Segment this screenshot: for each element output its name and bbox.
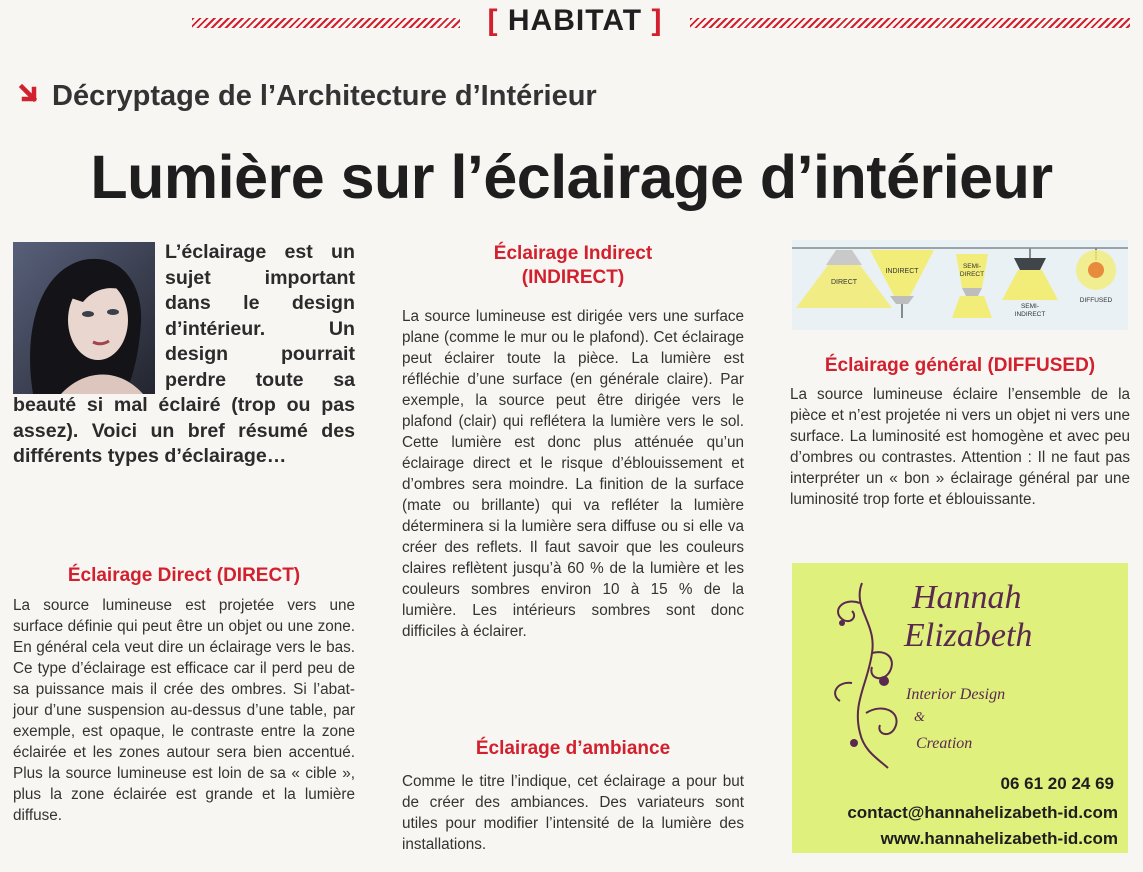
logo-text-creation: Creation: [916, 735, 973, 752]
text-indirect: La source lumineuse est dirigée vers une surface plane (comme le mur ou le plafond). Cet éclairage peut éclairer toute la pièce. La lumière est réfléchie d’une surface (en générale claire). Par exemple, la source peut être dirigée vers le plafond (clair) qui reflétera la lumière vers le sol. Cette lumière est donc plus atténuée qu’un éclairage direct et le risque d’éblouissement et d’ombres sera moindre. La finition de la surface (mate ou brillante) qui va refléter la lumière déterminera si la lumière sera diffuse ou si elle va créer des reflets. Il faut savoir que les couleurs claires reflètent jusqu’à 60 % de la lumière et les couleurs sombres environ 10 à 15 % de la lumière. Les intérieurs sombres sont donc difficiles à éclairer.: [402, 308, 744, 640]
svg-text:DIRECT: DIRECT: [959, 271, 985, 278]
brand-logo: [792, 563, 1128, 773]
section-rubric: [0, 4, 1143, 48]
article-kicker: Décryptage de l’Architecture d’Intérieur: [18, 80, 597, 113]
text-general: La source lumineuse éclaire l’ensemble de la pièce et n’est projetée ni vers un objet ni vers une surface. La luminosité est homogène et avec peu d’ombres ou contrastes. Attention : Il ne faut pas interpréter un « bon » éclairage général par une luminosité trop forte et éblouissante.: [790, 386, 1130, 508]
svg-text:INDIRECT: INDIRECT: [1014, 311, 1046, 318]
heading-general: Éclairage général (DIFFUSED): [824, 355, 1096, 376]
lighting-diagram-graphic: [792, 240, 1128, 330]
heading-ambiance: Éclairage d’ambiance: [475, 738, 671, 759]
text-ambiance: Comme le titre l’indique, cet éclairage a pour but de créer des ambiances. Des variateurs sont utiles pour modifier l’intensité de la lumière des installations.: [402, 773, 744, 853]
article-intro: L’éclairage est un sujet important dans le design d’intérieur. Un design pourrait perdre toute sa beauté si mal éclairé (trop ou pas assez). Voici un bref résumé des différents types d’éclairage…: [13, 241, 355, 467]
rubric-hatch-left: [192, 18, 460, 28]
rubric-bracket-open: [: [487, 4, 499, 37]
rubric-label: [475, 4, 675, 38]
ad-website: www.hannahelizabeth-id.com: [880, 829, 1118, 848]
ad-phone-number: 06 61 20 24 69: [1000, 774, 1114, 793]
logo-text-interior-design: Interior Design: [906, 686, 1006, 703]
diagram-label-direct: DIRECT: [830, 279, 858, 286]
arrow-down-right-icon: [18, 83, 42, 107]
rubric-text: HABITAT: [507, 4, 643, 37]
diagram-label-indirect: INDIRECT: [885, 268, 919, 275]
rubric-bracket-close: ]: [651, 4, 663, 37]
rubric-hatch-right: [690, 18, 1130, 28]
heading-direct: Éclairage Direct (DIRECT): [67, 565, 301, 586]
logo-text-elizabeth: Elizabeth: [904, 617, 1033, 654]
svg-text:&: &: [914, 710, 925, 725]
ad-email-address: contact@hannahelizabeth-id.com: [847, 803, 1118, 822]
diagram-label-diffused: DIFFUSED: [1079, 297, 1113, 304]
logo-text-hannah: Hannah: [912, 579, 1022, 616]
lighting-types-diagram: [792, 240, 1128, 330]
svg-text:SEMI-: SEMI-: [1020, 303, 1040, 310]
article-headline: Lumière sur l’éclairage d’intérieur: [90, 143, 1053, 211]
advertisement-hannah-elizabeth: [792, 563, 1128, 853]
heading-indirect: Éclairage Indirect (INDIRECT): [493, 243, 653, 288]
text-direct: La source lumineuse est projetée vers une surface définie qui peut être un objet ou une zone. En général cela veut dire un éclairage vers le bas. Ce type d’éclairage est efficace car il perd peu de sa puissance mais il crée des ombres. Si l’abat-jour d’une suspension au-dessus d’une table, par exemple, est opaque, le contraste entre la zone éclairée et les zones autour sera bien accentué. Plus la source lumineuse est loin de sa « cible », plus la zone éclairée est grande et la lumière diffuse.: [13, 597, 355, 824]
svg-text:SEMI-: SEMI-: [962, 263, 982, 270]
